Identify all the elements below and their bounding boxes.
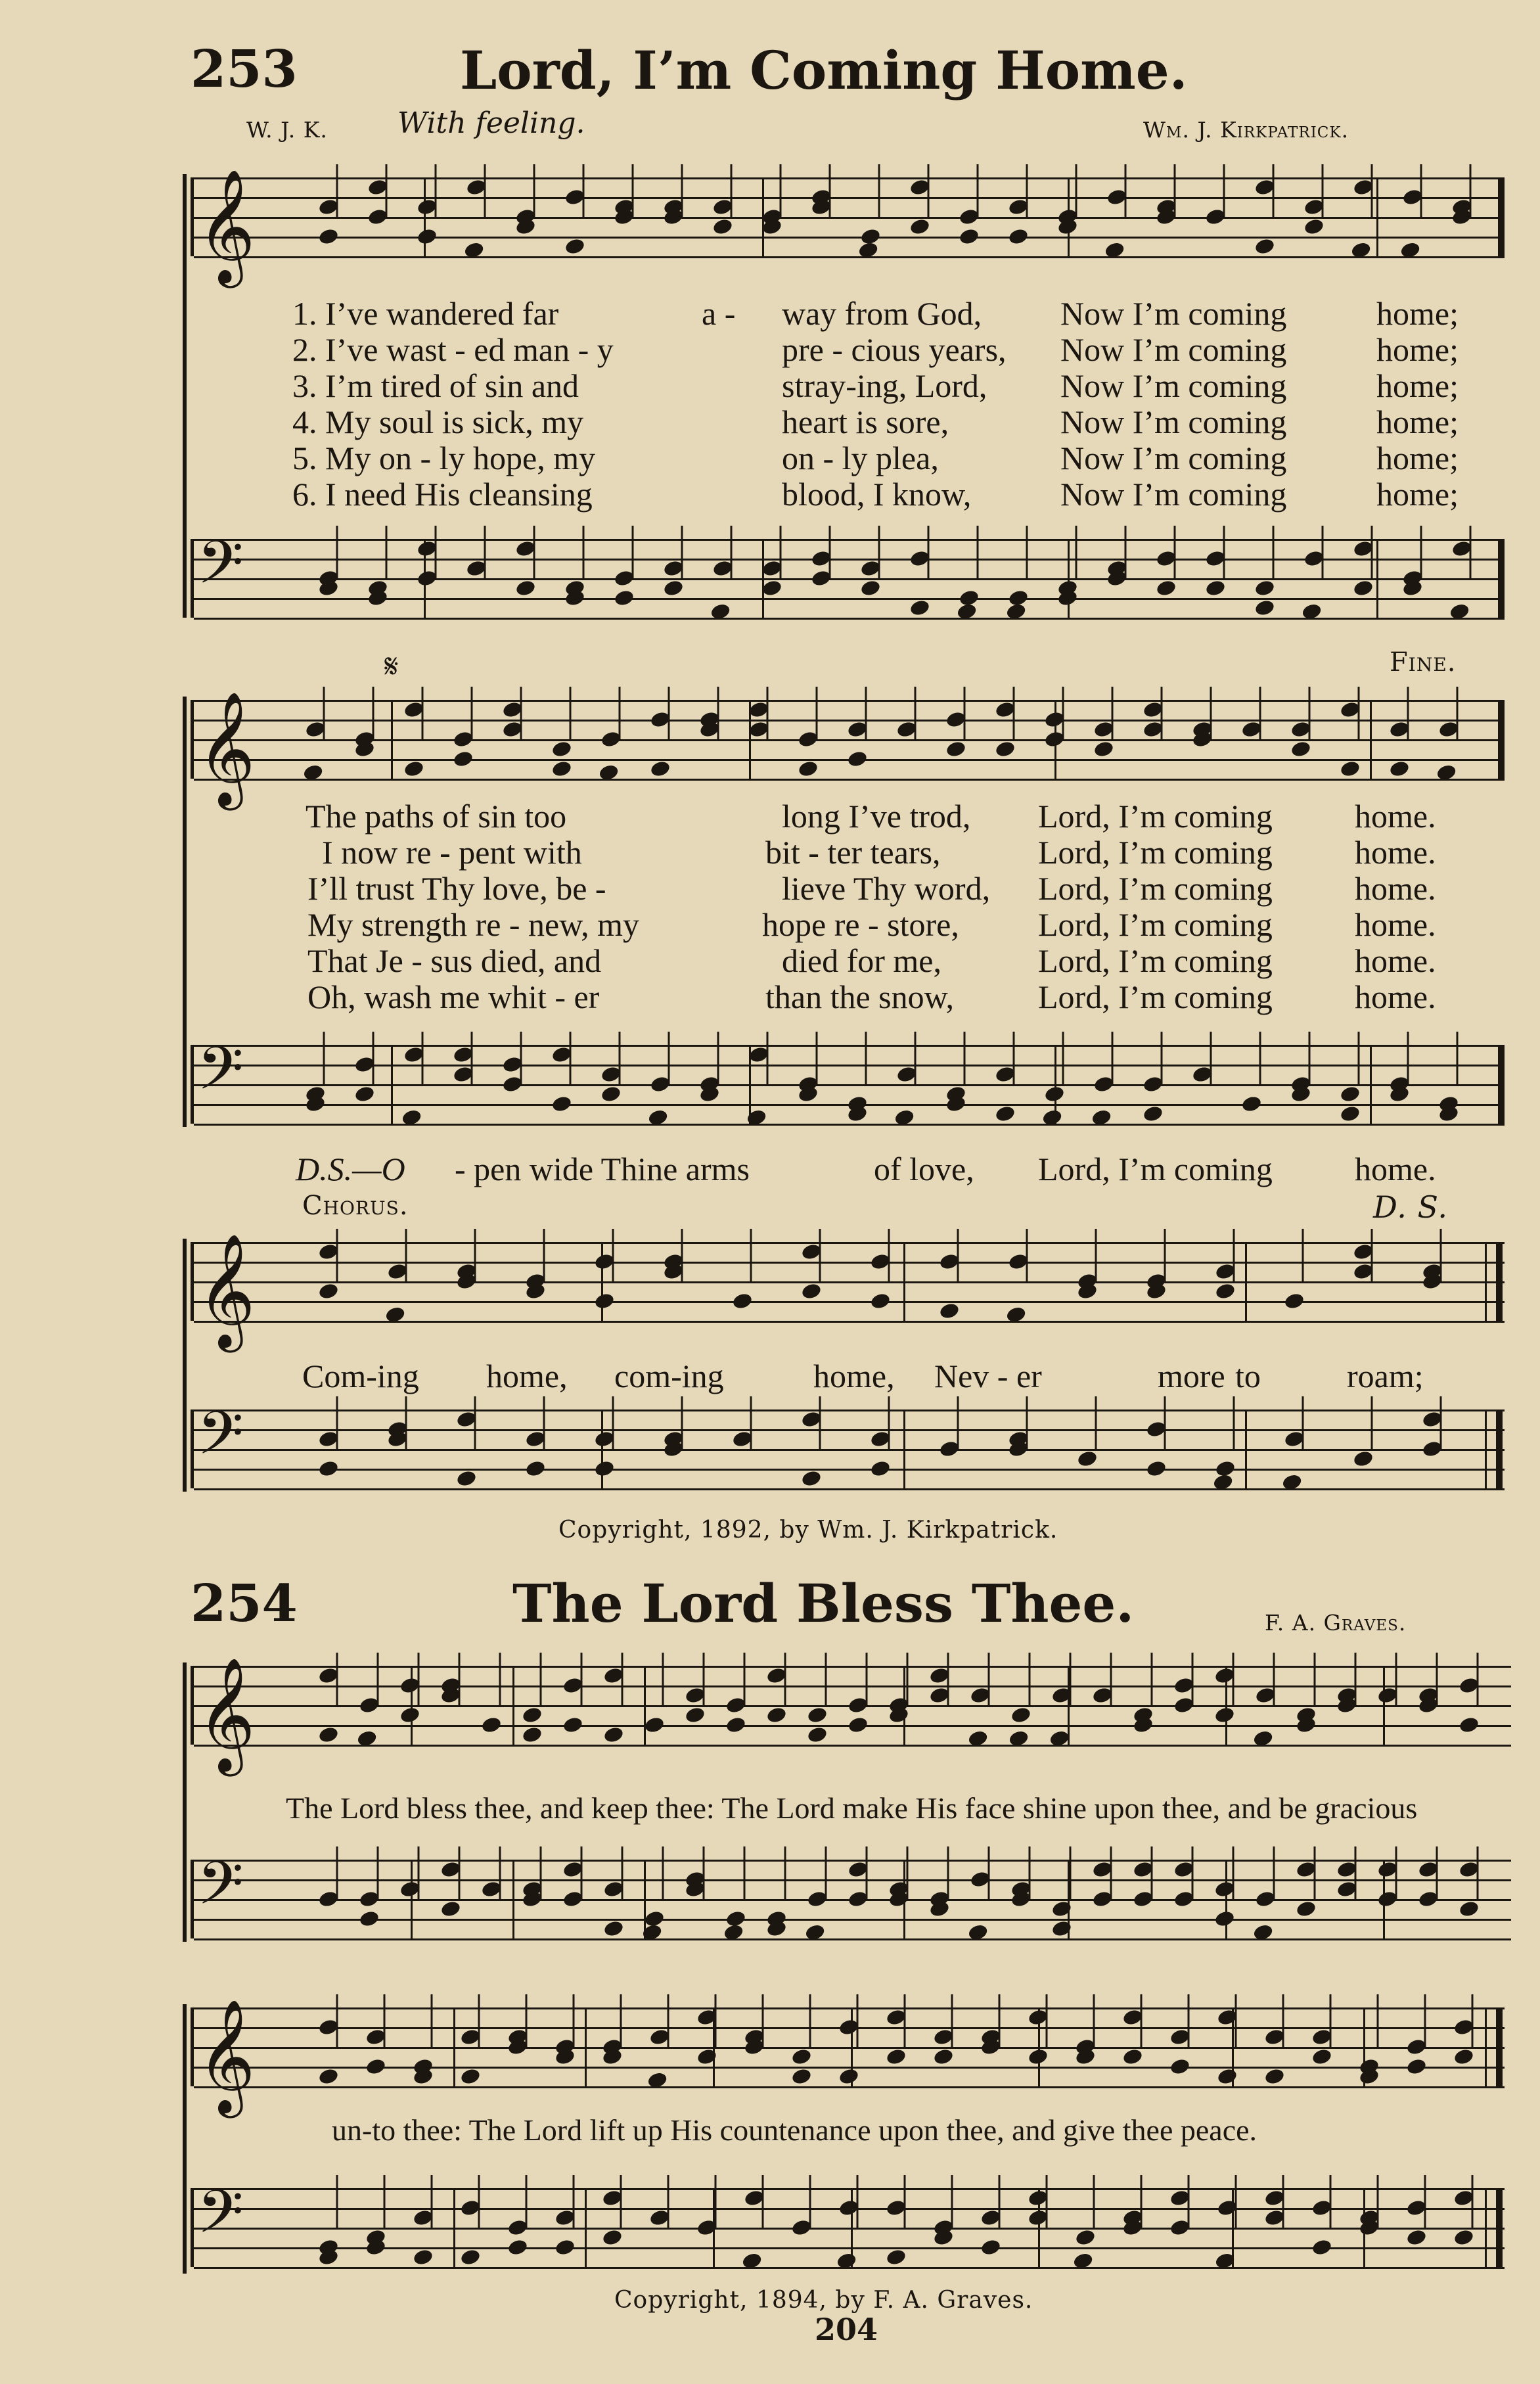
hymn-253-author: W. J. K.: [246, 117, 328, 143]
notehead: [564, 237, 585, 256]
verse-text: home.: [1355, 942, 1436, 979]
segno-icon: 𝄋: [384, 647, 399, 685]
notehead: [945, 740, 966, 758]
notehead: [317, 1726, 339, 1744]
chorus-text: Nev - er: [934, 1358, 1042, 1394]
treble-clef-icon: 𝄞: [197, 1999, 256, 2113]
notehead: [507, 2238, 528, 2257]
hymn-253-title: Lord, I’m Coming Home.: [460, 39, 1188, 101]
chorus-text: more: [1158, 1358, 1225, 1394]
notehead: [403, 760, 424, 778]
verse-text: Lord, I’m coming: [1038, 870, 1273, 907]
notehead: [847, 1716, 869, 1734]
notehead: [358, 1910, 380, 1928]
notehead: [551, 760, 572, 778]
notehead: [1252, 1729, 1274, 1747]
notehead: [602, 1726, 624, 1744]
notehead: [1041, 1108, 1063, 1126]
notehead: [401, 1108, 422, 1126]
notehead: [1212, 1473, 1234, 1491]
hymn-253-tempo: With feeling.: [397, 106, 585, 140]
notehead: [859, 227, 881, 246]
notehead: [1051, 1900, 1072, 1918]
notehead: [909, 218, 930, 236]
notehead: [399, 1706, 420, 1724]
notehead: [317, 1282, 339, 1300]
ds-marker: D. S.: [1373, 1189, 1448, 1225]
notehead: [412, 2248, 434, 2266]
chorus-text: to: [1235, 1358, 1261, 1394]
notehead: [1405, 2228, 1427, 2247]
notehead: [1449, 602, 1470, 620]
notehead: [1049, 1729, 1070, 1747]
notehead: [894, 1108, 915, 1126]
notehead: [1145, 1459, 1167, 1478]
notehead: [1005, 602, 1027, 620]
notehead: [1214, 1282, 1236, 1300]
notehead: [551, 1095, 572, 1113]
notehead: [1290, 740, 1311, 758]
verse-text: home;: [1376, 367, 1459, 404]
notehead: [1051, 1919, 1072, 1938]
notehead: [1339, 1085, 1361, 1103]
notehead: [514, 579, 536, 597]
notehead: [317, 1459, 339, 1478]
notehead: [1352, 579, 1374, 597]
notehead: [1214, 1459, 1236, 1478]
notehead: [1399, 241, 1421, 259]
hymn-254-line-1: The Lord bless thee, and keep thee: The Lord make His face shine upon thee, and be gracious: [286, 1791, 1418, 1825]
verse-text: Lord, I’m coming: [1038, 798, 1273, 835]
chorus-text: home,: [813, 1358, 895, 1394]
verse-text: Now I’m coming: [1060, 440, 1287, 476]
notehead: [1213, 1910, 1235, 1928]
verse-text: home.: [1355, 978, 1436, 1015]
notehead: [1254, 579, 1275, 597]
verse-text: 4. My soul is sick, my: [292, 403, 584, 440]
page-number: 204: [815, 2312, 878, 2347]
notehead: [521, 1706, 543, 1724]
notehead: [725, 1910, 746, 1928]
verse-text: home;: [1376, 476, 1459, 513]
verse-text: home;: [1376, 295, 1459, 332]
ds-text: Lord, I’m coming: [1038, 1151, 1273, 1187]
notehead: [806, 1726, 828, 1744]
notehead: [1091, 1108, 1112, 1126]
notehead: [797, 760, 819, 778]
notehead: [459, 2067, 481, 2086]
notehead: [384, 1305, 406, 1323]
hymn-254-copyright: Copyright, 1894, by F. A. Graves.: [614, 2287, 1033, 2314]
notehead: [1252, 1923, 1274, 1941]
notehead: [1453, 2048, 1474, 2066]
notehead: [521, 1726, 543, 1744]
notehead: [440, 1900, 461, 1918]
ds-text: D.S.—O: [296, 1151, 405, 1187]
notehead: [1169, 2057, 1190, 2076]
notehead: [1121, 2048, 1143, 2066]
notehead: [806, 1706, 828, 1724]
notehead: [1010, 1706, 1031, 1724]
hymn-254-composer: F. A. Graves.: [1265, 1610, 1407, 1636]
notehead: [613, 589, 635, 607]
notehead: [1311, 2238, 1332, 2257]
notehead: [1008, 1729, 1030, 1747]
notehead: [958, 589, 980, 607]
notehead: [938, 1302, 960, 1320]
notehead: [1283, 1292, 1305, 1310]
verse-text: home.: [1355, 906, 1436, 943]
notehead: [562, 1716, 583, 1734]
notehead: [593, 1459, 615, 1478]
notehead: [967, 1923, 989, 1941]
notehead: [1254, 599, 1275, 617]
notehead: [1388, 760, 1410, 778]
notehead: [459, 2248, 481, 2266]
notehead: [601, 2228, 623, 2247]
notehead: [1072, 2251, 1094, 2270]
notehead: [554, 2238, 576, 2257]
notehead: [869, 1459, 891, 1478]
notehead: [647, 1108, 669, 1126]
verse-text: I now re - pent with: [322, 834, 582, 871]
notehead: [602, 1919, 624, 1938]
notehead: [356, 1729, 378, 1747]
verse-text: hope re - store,: [762, 906, 959, 943]
hymn-253-composer: Wm. J. Kirkpatrick.: [1143, 117, 1349, 143]
verse-text: than the snow,: [765, 978, 954, 1015]
notehead: [932, 2048, 954, 2066]
notehead: [857, 241, 879, 259]
notehead: [593, 1292, 615, 1310]
bass-clef-icon: 𝄢: [197, 2177, 244, 2261]
chorus-label: Chorus.: [302, 1191, 409, 1221]
treble-clef-icon: 𝄞: [197, 691, 256, 806]
notehead: [804, 1923, 826, 1941]
verse-text: Lord, I’m coming: [1038, 834, 1273, 871]
verse-text: pre - cious years,: [782, 331, 1007, 368]
notehead: [800, 1282, 822, 1300]
notehead: [1142, 1105, 1164, 1123]
verse-text: 2. I’ve wast - ed man - y: [292, 331, 614, 368]
verse-text: died for me,: [782, 942, 941, 979]
notehead: [765, 1706, 787, 1724]
verse-text: home.: [1355, 798, 1436, 835]
notehead: [1155, 579, 1177, 597]
notehead: [1074, 2228, 1096, 2247]
notehead: [1254, 237, 1275, 256]
notehead: [1339, 760, 1361, 778]
notehead: [958, 227, 980, 246]
notehead: [790, 2067, 812, 2086]
verse-text: Now I’m coming: [1060, 476, 1287, 513]
treble-clef-icon: 𝄞: [197, 1657, 256, 1772]
notehead: [956, 602, 978, 620]
notehead: [1204, 579, 1226, 597]
notehead: [463, 241, 485, 259]
notehead: [1458, 1716, 1480, 1734]
verse-text: Now I’m coming: [1060, 403, 1287, 440]
notehead: [746, 1108, 767, 1126]
notehead: [1281, 1473, 1303, 1491]
notehead: [800, 1469, 822, 1488]
verse-text: 6. I need His cleansing: [292, 476, 593, 513]
notehead: [1436, 763, 1457, 781]
bass-clef-icon: 𝄢: [197, 1848, 244, 1933]
notehead: [302, 763, 324, 781]
notehead: [1339, 1105, 1361, 1123]
notehead: [1350, 241, 1372, 259]
ds-text: home.: [1355, 1151, 1436, 1187]
notehead: [1453, 2228, 1474, 2247]
verse-text: blood, I know,: [782, 476, 972, 513]
notehead: [649, 760, 671, 778]
verse-text: stray-ing, Lord,: [782, 367, 987, 404]
ds-text: of love,: [874, 1151, 974, 1187]
notehead: [1301, 602, 1323, 620]
notehead: [452, 750, 474, 768]
verse-text: That Je - sus died, and: [307, 942, 602, 979]
verse-text: home;: [1376, 403, 1459, 440]
verse-text: 3. I’m tired of sin and: [292, 367, 579, 404]
notehead: [885, 2048, 907, 2066]
verse-text: on - ly plea,: [782, 440, 939, 476]
verse-text: Oh, wash me whit - er: [307, 978, 600, 1015]
treble-clef-icon: 𝄞: [197, 1233, 256, 1348]
verse-text: long I’ve trod,: [782, 798, 971, 835]
chorus-text: com-ing: [614, 1358, 724, 1394]
notehead: [731, 1292, 753, 1310]
verse-text: 5. My on - ly hope, my: [292, 440, 596, 476]
notehead: [416, 227, 438, 246]
notehead: [646, 2071, 668, 2089]
notehead: [909, 599, 930, 617]
treble-clef-icon: 𝄞: [197, 169, 256, 283]
verse-text: 1. I’ve wandered far: [292, 295, 559, 332]
verse-text: lieve Thy word,: [782, 870, 991, 907]
hymn-254-number: 254: [191, 1574, 298, 1634]
notehead: [994, 740, 1016, 758]
notehead: [790, 2048, 812, 2066]
notehead: [885, 2248, 907, 2266]
notehead: [1005, 1305, 1027, 1323]
fine-marker: Fine.: [1390, 647, 1457, 677]
notehead: [725, 1716, 746, 1734]
notehead: [1240, 1095, 1262, 1113]
notehead: [1104, 241, 1125, 259]
chorus-text: roam;: [1347, 1358, 1424, 1394]
notehead: [980, 2238, 1001, 2257]
hymn-253-number: 253: [191, 39, 298, 99]
notehead: [859, 579, 881, 597]
notehead: [353, 1085, 375, 1103]
notehead: [1007, 589, 1029, 607]
chorus-text: Com-ing: [302, 1358, 419, 1394]
notehead: [1303, 218, 1325, 236]
notehead: [524, 1459, 546, 1478]
notehead: [1043, 1085, 1065, 1103]
hymn-254-title: The Lord Bless Thee.: [512, 1572, 1135, 1634]
notehead: [1352, 1450, 1374, 1468]
verse-text: The paths of sin too: [306, 798, 567, 835]
verse-text: a -: [702, 295, 736, 332]
bass-clef-icon: 𝄢: [197, 1034, 244, 1118]
verse-text: Lord, I’m coming: [1038, 906, 1273, 943]
bass-clef-icon: 𝄢: [197, 1398, 244, 1482]
verse-text: heart is sore,: [782, 403, 949, 440]
notehead: [643, 1910, 665, 1928]
ds-text: - pen wide Thine arms: [455, 1151, 750, 1187]
notehead: [1076, 1450, 1098, 1468]
notehead: [1295, 1900, 1317, 1918]
verse-text: Now I’m coming: [1060, 367, 1287, 404]
notehead: [994, 1105, 1016, 1123]
verse-text: home.: [1355, 870, 1436, 907]
verse-text: way from God,: [782, 295, 982, 332]
verse-text: bit - ter tears,: [765, 834, 941, 871]
chorus-text: home,: [486, 1358, 568, 1394]
notehead: [1405, 2057, 1427, 2076]
notehead: [723, 1923, 744, 1941]
notehead: [684, 1706, 706, 1724]
verse-text: home;: [1376, 331, 1459, 368]
verse-text: home;: [1376, 440, 1459, 476]
notehead: [551, 740, 572, 758]
notehead: [1093, 740, 1114, 758]
hymn-253-copyright: Copyright, 1892, by Wm. J. Kirkpatrick.: [558, 1517, 1058, 1544]
notehead: [1311, 2048, 1332, 2066]
notehead: [455, 1469, 477, 1488]
notehead: [838, 2067, 859, 2086]
notehead: [317, 2067, 339, 2086]
notehead: [1263, 2067, 1285, 2086]
notehead: [1027, 2048, 1049, 2066]
verse-text: Now I’m coming: [1060, 331, 1287, 368]
verse-text: My strength re - new, my: [307, 906, 639, 943]
notehead: [598, 763, 620, 781]
notehead: [710, 602, 731, 620]
verse-text: I’ll trust Thy love, be -: [307, 870, 606, 907]
notehead: [1213, 1706, 1235, 1724]
verse-text: Lord, I’m coming: [1038, 942, 1273, 979]
notehead: [869, 1292, 891, 1310]
notehead: [1007, 227, 1029, 246]
hymn-254-line-2: un-to thee: The Lord lift up His countenance upon thee, and give thee peace.: [332, 2113, 1257, 2147]
verse-text: home.: [1355, 834, 1436, 871]
notehead: [761, 579, 782, 597]
notehead: [836, 2251, 857, 2270]
notehead: [1216, 2067, 1238, 2086]
verse-text: Now I’m coming: [1060, 295, 1287, 332]
notehead: [662, 579, 684, 597]
notehead: [600, 1085, 622, 1103]
notehead: [967, 1729, 989, 1747]
notehead: [846, 750, 868, 768]
notehead: [317, 227, 339, 246]
notehead: [741, 2251, 763, 2270]
notehead: [643, 1716, 665, 1734]
notehead: [1458, 1900, 1480, 1918]
notehead: [641, 1923, 663, 1941]
notehead: [1214, 2251, 1236, 2270]
notehead: [696, 2048, 717, 2066]
notehead: [712, 218, 733, 236]
notehead: [480, 1716, 502, 1734]
notehead: [365, 2057, 386, 2076]
verse-text: Lord, I’m coming: [1038, 978, 1273, 1015]
bass-clef-icon: 𝄢: [197, 528, 244, 612]
